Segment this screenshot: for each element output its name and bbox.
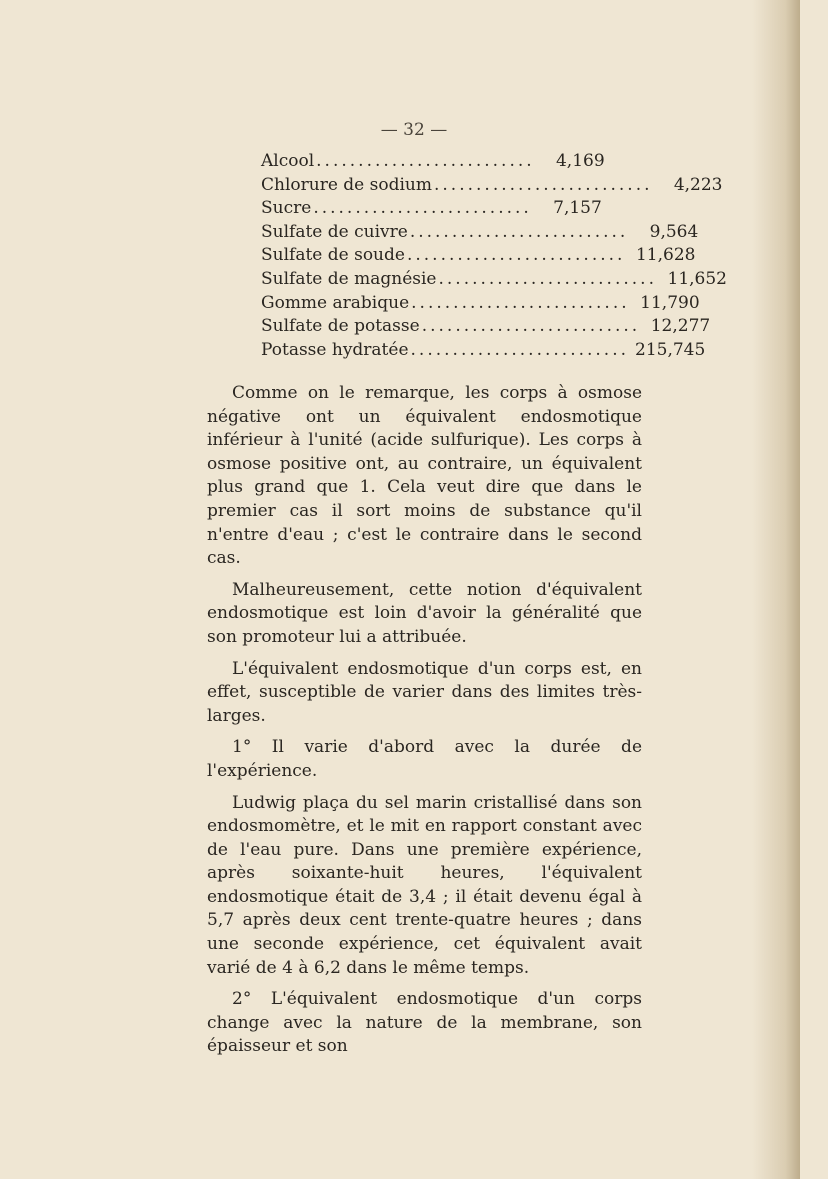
body-text bbox=[207, 382, 642, 1067]
paragraph: 1° Il varie d'abord avec la durée de l'expérience. bbox=[207, 737, 642, 781]
row-label: Sulfate de potasse bbox=[261, 316, 420, 337]
row-value: 7,157 bbox=[553, 198, 602, 219]
row-label: Sucre bbox=[261, 198, 312, 219]
page-number: — 32 — bbox=[380, 120, 448, 140]
row-label: Potasse hydratée bbox=[261, 339, 409, 360]
row-value: 4,169 bbox=[555, 151, 605, 171]
row-value: 11,628 bbox=[635, 245, 696, 266]
paragraph: Malheureusement, cette notion d'équivalent endosmotique est loin d'avoir la généralité que son promoteur lui a attribuée. bbox=[207, 579, 642, 647]
row-value: 11,790 bbox=[640, 292, 700, 313]
row-label: Sulfate de cuivre bbox=[261, 221, 408, 242]
row-value: 9,564 bbox=[649, 221, 699, 242]
row-label: Sulfate de magnésie bbox=[261, 268, 437, 289]
row-value: 11,652 bbox=[667, 268, 727, 289]
table-row: Sulfate de cuivre .......................... 9,564 bbox=[261, 221, 597, 245]
table-row: Gomme arabique .......................... 11,790 bbox=[261, 292, 597, 316]
row-label: Gomme arabique bbox=[261, 292, 410, 313]
table-row: Potasse hydratée .......................... 215,745 bbox=[261, 339, 597, 363]
row-label: Sulfate de soude bbox=[261, 245, 405, 266]
table-row: Sulfate de soude .......................... 11,628 bbox=[261, 244, 597, 268]
table-row: Sulfate de potasse .......................... 12,277 bbox=[261, 315, 597, 339]
row-value: 215,745 bbox=[635, 339, 706, 360]
row-label: Chlorure de sodium bbox=[261, 174, 432, 195]
row-value: 4,223 bbox=[673, 174, 723, 195]
table-row: Alcool .......................... 4,169 bbox=[261, 150, 597, 174]
paragraph: Comme on le remarque, les corps à osmose négative ont un équivalent endosmotique inférieur à l'unité (acide sulfurique). Les corps à osmose positive ont, au contraire, un équivalent plus grand que 1. Cela veut dire que dans le premier cas il sort moins de substance qu'il n'entre d'eau ; c'est le contraire dans le second cas. bbox=[207, 383, 642, 569]
equivalents-table bbox=[261, 150, 727, 362]
row-label: Alcool bbox=[261, 151, 315, 171]
row-value: 12,277 bbox=[650, 316, 711, 337]
table-row: Sulfate de magnésie .......................... 11,652 bbox=[261, 268, 597, 292]
table-row: Sucre .......................... 7,157 bbox=[261, 197, 597, 221]
paragraph: L'équivalent endosmotique d'un corps est, en effet, susceptible de varier dans des limites très-larges. bbox=[207, 658, 642, 726]
table-row: Chlorure de sodium .......................... 4,223 bbox=[261, 174, 597, 198]
page-edge-shadow bbox=[752, 0, 800, 1179]
paragraph: 2° L'équivalent endosmotique d'un corps change avec la nature de la membrane, son épaisseur et son bbox=[207, 989, 642, 1057]
paragraph: Ludwig plaça du sel marin cristallisé dans son endosmomètre, et le mit en rapport constant avec de l'eau pure. Dans une première expérience, après soixante-huit heures, l'équivalent endosmotique était de 3,4 ; il était devenu égal à 5,7 après deux cent trente-quatre heures ; dans une seconde expérience, cet équivalent avait varié de 4 à 6,2 dans le même temps. bbox=[207, 792, 642, 978]
